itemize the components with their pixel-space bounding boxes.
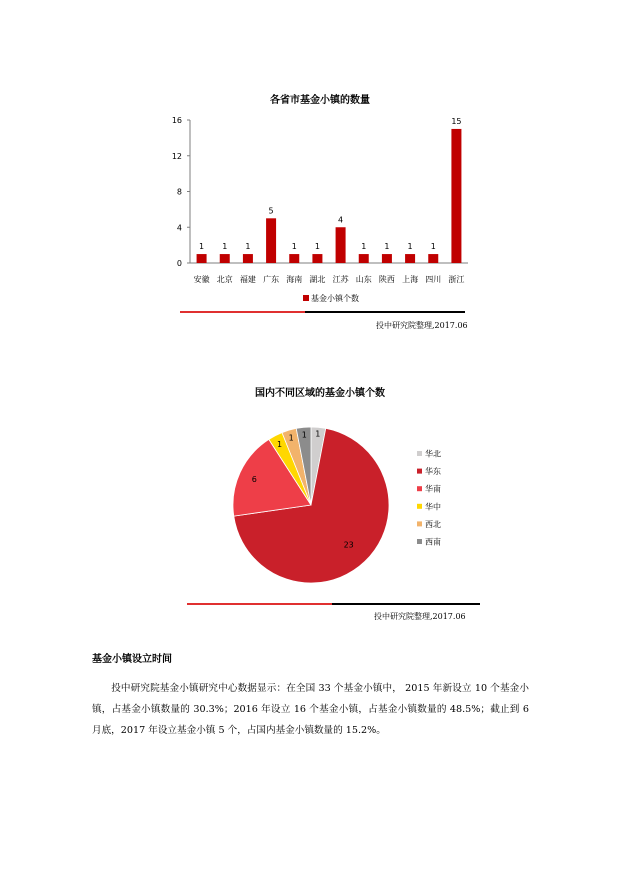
pie-data-label: 1 — [277, 439, 283, 449]
legend-label: 华东 — [425, 467, 441, 477]
x-tick-label: 陕西 — [378, 275, 395, 284]
x-tick-label: 海南 — [286, 275, 303, 284]
legend-label: 西南 — [425, 537, 441, 547]
bar-data-label: 1 — [407, 242, 413, 252]
y-tick-label: 16 — [171, 116, 182, 125]
x-tick-label: 山东 — [355, 275, 372, 284]
pie-source-note: 投中研究院整理,2017.06 — [374, 612, 466, 621]
bar-data-label: 1 — [361, 242, 367, 252]
bar-data-label: 1 — [430, 242, 436, 252]
pie-data-label: 1 — [288, 433, 294, 443]
legend-swatch — [417, 469, 422, 474]
legend-label: 华南 — [425, 484, 441, 494]
x-tick-label: 四川 — [425, 275, 442, 284]
x-tick-label: 江苏 — [332, 275, 349, 284]
pie-data-label: 1 — [301, 430, 307, 440]
legend-swatch — [417, 521, 422, 526]
section-heading: 基金小镇设立时间 — [92, 654, 172, 665]
pie-data-label: 6 — [251, 475, 257, 485]
bar-data-label: 5 — [268, 206, 274, 216]
x-tick-label: 安徽 — [193, 275, 210, 284]
x-tick-label: 福建 — [239, 275, 256, 284]
pie-data-label: 23 — [343, 540, 354, 550]
body-paragraph: 投中研究院基金小镇研究中心数据显示：在全国 33 个基金小镇中， 2015 年新设立 10 个基金小镇，占基金小镇数量的 30.3%；2016 年设立 16 个基金小镇，占基金小镇数量的 48.5%；截止到 6 月底，2017 年设立基金小镇 5 个，占国内基金小镇数量的 15.2%。 — [92, 683, 529, 736]
x-tick-label: 广东 — [263, 275, 280, 284]
pie-source-rule-black — [332, 603, 480, 605]
pie-data-label: 1 — [315, 429, 321, 439]
y-tick-label: 12 — [171, 151, 182, 161]
legend-swatch — [417, 451, 422, 456]
legend-swatch — [417, 486, 422, 491]
bar-data-label: 1 — [199, 242, 205, 252]
legend-label: 华中 — [425, 502, 441, 512]
x-tick-label: 浙江 — [448, 275, 465, 284]
bar-data-label: 1 — [291, 242, 297, 252]
bar-data-label: 1 — [245, 242, 251, 252]
pie-source-rule-red — [187, 603, 332, 605]
legend-swatch — [417, 539, 422, 544]
x-tick-label: 上海 — [402, 275, 419, 284]
bar-source-note: 投中研究院整理,2017.06 — [376, 321, 468, 330]
legend-swatch — [417, 504, 422, 509]
legend-label: 华北 — [425, 449, 441, 459]
bar-chart-title: 各省市基金小镇的数量 — [270, 95, 370, 106]
y-tick-label: 4 — [176, 223, 182, 233]
bar-data-label: 1 — [314, 242, 320, 252]
y-tick-label: 0 — [176, 259, 182, 268]
y-tick-label: 8 — [176, 187, 182, 197]
bar-data-label: 4 — [338, 215, 344, 225]
pie-chart-title: 国内不同区域的基金小镇个数 — [255, 388, 385, 399]
bar-data-label: 1 — [384, 242, 390, 252]
legend-label: 西北 — [425, 519, 441, 529]
x-tick-label: 湖北 — [309, 275, 326, 284]
bar-data-label: 1 — [222, 242, 228, 252]
legend-label: 基金小镇个数 — [311, 294, 359, 303]
x-tick-label: 北京 — [216, 275, 233, 284]
bar-data-label: 15 — [451, 116, 462, 126]
